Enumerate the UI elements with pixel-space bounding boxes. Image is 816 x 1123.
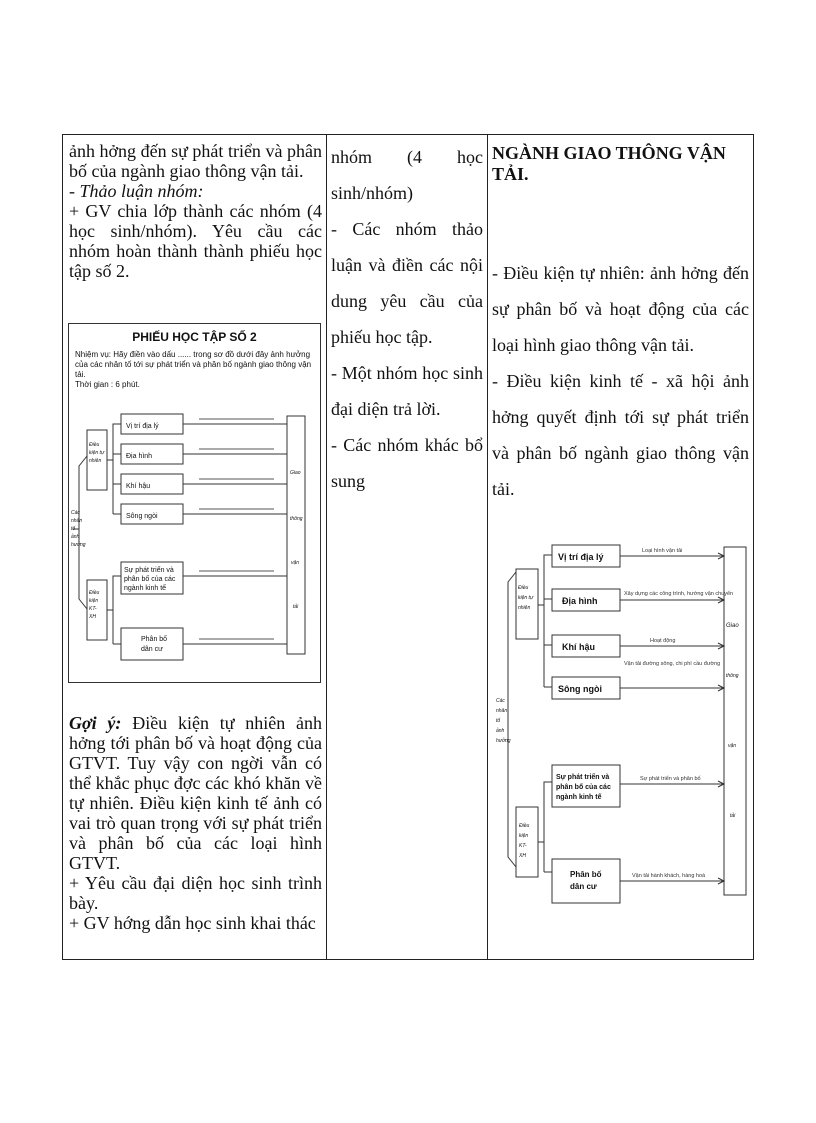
fig1-socio-4: XH — [89, 614, 96, 620]
fig3-root-1: Các — [496, 698, 505, 704]
fig1-factor-khihau: Khí hậu — [126, 483, 151, 490]
fig3-econ-line1: Sự phát triển và — [556, 774, 610, 781]
fig3-socio-4: XH — [519, 853, 526, 859]
fig3-natural-3: nhiên — [518, 605, 531, 611]
fig1-socio-2: kiện — [89, 598, 99, 604]
fig1-factor-songngoi: Sông ngòi — [126, 513, 158, 520]
fig3-root-3: tố — [496, 718, 501, 724]
answer-hoat-dong: Hoạt động — [650, 638, 676, 644]
intro-text: ảnh hởng đến sự phát triển và phân bố của ngành giao thông vận tải. — [69, 141, 322, 181]
fig3-pop-line1: Phân bố — [570, 870, 602, 879]
content-socio: - Điều kiện kinh tế - xã hội ảnh hởng quyết định tới sự phát triển và phân bố ngành giao thông vận tải. — [492, 371, 749, 499]
fig3-factor-songngoi: Sông ngòi — [558, 684, 602, 694]
lesson-table — [62, 134, 754, 960]
fig1-factor-diahinh: Địa hình — [126, 453, 153, 460]
fig1-natural-3: nhiên — [89, 458, 102, 464]
fig3-factor-khihau: Khí hậu — [562, 642, 595, 652]
fig3-socio-2: kiện — [519, 833, 529, 839]
fig3-target-4: tải — [730, 813, 736, 819]
worksheet-title: PHIẾU HỌC TẬP SỐ 2 — [132, 330, 257, 344]
guide-text: + GV hớng dẫn học sinh khai thác — [69, 913, 316, 933]
fig3-econ-line2: phân bố của các — [556, 784, 611, 791]
fig3-factor-diahinh: Địa hình — [562, 596, 598, 606]
answer-loai-hinh: Loại hình vận tải — [642, 548, 683, 554]
fig1-target-3: vận — [291, 560, 300, 566]
fig3-pop-line2: dân cư — [570, 882, 597, 891]
fig1-econ-line2: phân bố của các — [124, 576, 176, 583]
fig1-socio-1: Điều — [89, 590, 100, 596]
fig1-socio-3: KT- — [89, 606, 97, 612]
fig3-root-4: ảnh — [496, 728, 505, 734]
fig1-root-5: hưởng — [71, 542, 86, 548]
answer-van-tai-song: Vận tải đường sông, chi phí cầu đường — [624, 661, 721, 667]
fig3-root-5: hưởng — [496, 738, 511, 744]
worksheet-figure — [68, 323, 321, 683]
worksheet-diagram — [69, 324, 320, 682]
answer-diagram — [490, 527, 752, 919]
fig3-socio-3: KT- — [519, 843, 527, 849]
fig3-econ-line3: ngành kinh tế — [556, 794, 602, 801]
fig3-target-1: Giao — [726, 623, 739, 629]
fig3-socio-1: Điều — [519, 823, 530, 829]
fig3-factor-vitri: Vị trí địa lý — [558, 552, 604, 562]
answer-van-tai-hk: Vận tải hành khách, hàng hoá — [632, 873, 706, 879]
discussion-label: - Thảo luận nhóm: — [69, 181, 204, 201]
content-column — [488, 135, 753, 959]
fig1-root-4: ảnh — [71, 534, 80, 540]
answer-phat-trien: Sự phát triển và phân bố — [640, 776, 701, 782]
fig3-natural-1: Điều — [518, 585, 529, 591]
hint-block — [69, 713, 322, 933]
fig3-target-3: vận — [728, 743, 737, 749]
gv-step: + GV chia lớp thành các nhóm (4 học sinh/nhóm). Yêu cầu các nhóm hoàn thành thành phiếu học tập số 2. — [69, 201, 322, 281]
fig1-econ-line1: Sự phát triển và — [124, 567, 174, 574]
fig1-econ-line3: ngành kinh tế — [124, 585, 167, 592]
teacher-activity-column — [63, 135, 326, 959]
fig3-root-2: nhân — [496, 708, 508, 714]
hint-paragraph — [69, 713, 322, 873]
fig1-target-4: tải — [293, 604, 299, 610]
fig1-target-2: thông — [290, 516, 303, 522]
hint-text: Điều kiện tự nhiên ảnh hởng tới phân bố và hoạt động của GTVT. Tuy vậy con ngời vẫn có thể khắc phục đợc các khó khăn về tự nhiên. Điều kiện kinh tế ảnh có vai trò quan trọng với sự phát triển và phân bố của các loại hình GTVT. — [69, 713, 322, 873]
fig1-natural-2: kiện tự — [89, 450, 105, 456]
content-natural: - Điều kiện tự nhiên: ảnh hởng đến sự phân bố và hoạt động của các loại hình giao thông vận tải. — [492, 263, 749, 355]
fig1-target-1: Giao — [290, 470, 301, 476]
fig1-root-2: nhân — [71, 518, 83, 524]
fig1-natural-1: Điều — [89, 442, 100, 448]
fig3-natural-2: kiện tự — [518, 595, 534, 601]
fig1-root-3: tố — [71, 526, 76, 532]
student-line-3: - Một nhóm học sinh đại diện trả lời. — [331, 363, 483, 419]
student-line-1: nhóm (4 học sinh/nhóm) — [331, 147, 483, 203]
student-activity-column — [327, 135, 487, 959]
fig1-root-1: Các — [71, 510, 80, 516]
student-line-4: - Các nhóm khác bổ sung — [331, 435, 483, 491]
section-title: NGÀNH GIAO THÔNG VẬN TẢI. — [492, 143, 726, 184]
request-text: + Yêu cầu đại diện học sinh trình bày. — [69, 873, 322, 913]
hint-label: Gợi ý: — [69, 713, 122, 733]
answer-xay-dung: Xây dựng các công trình, hướng vận chuyển — [624, 591, 734, 597]
worksheet-time: Thời gian : 6 phút. — [75, 380, 140, 389]
worksheet-task-text: Nhiệm vụ: Hãy điền vào dấu ...... trong sơ đồ dưới đây ảnh hưởng của các nhân tố tới sự phát triển và phân bố ngành giao thông vận tải. — [75, 350, 312, 379]
fig3-target-2: thông — [726, 673, 739, 679]
fig1-factor-vitri: Vị trí địa lý — [126, 423, 159, 430]
fig1-pop-line2: dân cư — [141, 646, 163, 653]
student-line-2: - Các nhóm thảo luận và điền các nội dung yêu cầu của phiếu học tập. — [331, 219, 483, 347]
fig1-pop-line1: Phân bố — [141, 636, 168, 643]
